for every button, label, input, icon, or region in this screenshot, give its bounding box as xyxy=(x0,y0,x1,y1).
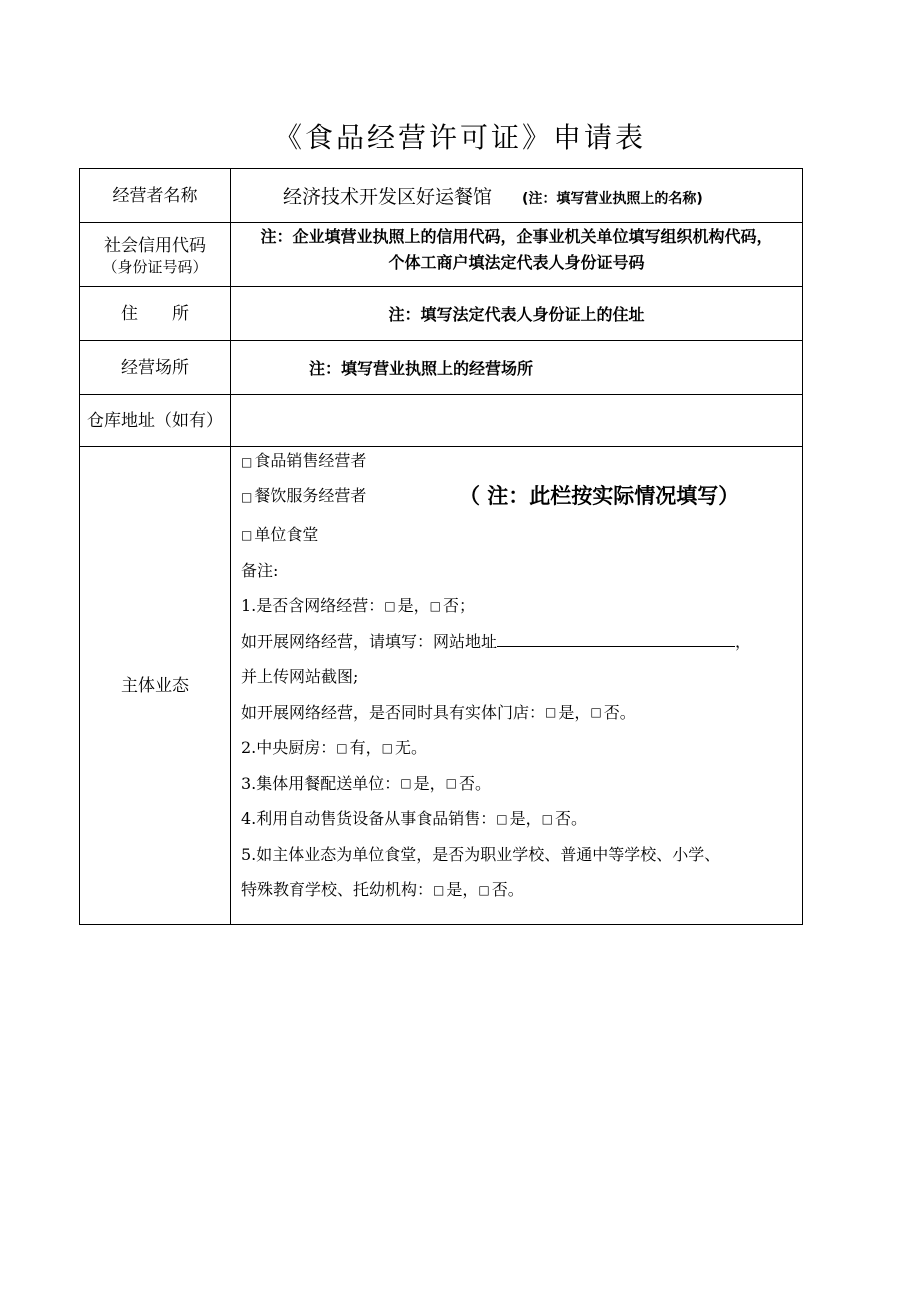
store-yes-label: 是， xyxy=(558,702,591,722)
operator-name-cell[interactable] xyxy=(231,169,803,223)
question-meal-delivery-text: 3.集体用餐配送单位： xyxy=(241,773,401,793)
residence-cell[interactable] xyxy=(231,287,803,341)
checkbox-delivery-no[interactable]: □ xyxy=(445,776,457,791)
row-business-type xyxy=(80,447,803,925)
operator-name-value: 经济技术开发区好运餐馆 xyxy=(283,186,493,208)
question-physical-store xyxy=(241,695,802,731)
question-school-canteen-text: 特殊教育学校、托幼机构： xyxy=(241,880,434,899)
row-business-site xyxy=(80,341,803,395)
option-canteen xyxy=(241,517,802,553)
business-type-label: 主体业态 xyxy=(80,447,231,925)
delivery-yes-label: 是， xyxy=(413,773,446,793)
question-vending xyxy=(241,801,802,837)
row-credit-code xyxy=(80,223,803,287)
question-online xyxy=(241,588,802,624)
question-website-text: 如开展网络经营，请填写：网站地址 xyxy=(241,631,498,651)
question-online-text: 1.是否含网络经营： xyxy=(241,596,385,615)
checkbox-store-no[interactable]: □ xyxy=(590,705,602,720)
warehouse-label: 仓库地址（如有） xyxy=(80,395,231,447)
operator-name-label: 经营者名称 xyxy=(80,169,231,223)
question-website xyxy=(241,624,802,660)
residence-note: 注：填写法定代表人身份证上的住址 xyxy=(388,305,645,324)
checkbox-delivery-yes[interactable]: □ xyxy=(400,776,412,791)
business-type-cell xyxy=(231,447,803,925)
business-type-note: （ 注：此栏按实际情况填写） xyxy=(459,484,740,508)
checkbox-online-yes[interactable]: □ xyxy=(384,598,396,613)
online-no-label: 否； xyxy=(442,596,475,615)
checkbox-vending-yes[interactable]: □ xyxy=(496,811,508,826)
option-canteen-label: 单位食堂 xyxy=(254,525,319,544)
question-meal-delivery xyxy=(241,766,802,802)
option-catering-label: 餐饮服务经营者 xyxy=(254,486,367,505)
row-residence xyxy=(80,287,803,341)
credit-code-cell[interactable] xyxy=(231,223,803,287)
row-operator-name xyxy=(80,169,803,223)
delivery-no-label: 否。 xyxy=(458,773,491,793)
website-address-field[interactable] xyxy=(497,630,735,647)
operator-name-note: (注：填写营业执照上的名称) xyxy=(522,191,703,207)
credit-code-note-line1: 注：企业填营业执照上的信用代码，企事业机关单位填写组织机构代码， xyxy=(260,227,773,246)
checkbox-kitchen-have[interactable]: □ xyxy=(336,740,348,755)
vending-yes-label: 是， xyxy=(509,809,542,828)
question-school-canteen-line2 xyxy=(241,872,802,908)
business-site-cell[interactable] xyxy=(231,341,803,395)
credit-code-label: 社会信用代码 xyxy=(104,235,206,256)
question-central-kitchen-text: 2.中央厨房： xyxy=(241,738,337,757)
option-food-sales xyxy=(241,447,802,475)
application-form-table xyxy=(79,168,803,925)
checkbox-catering[interactable]: □ xyxy=(241,489,253,504)
warehouse-cell[interactable] xyxy=(231,395,803,447)
option-catering xyxy=(241,475,802,517)
checkbox-food-sales[interactable]: □ xyxy=(241,454,253,469)
checkbox-store-yes[interactable]: □ xyxy=(545,705,557,720)
credit-code-label-cell xyxy=(80,223,231,287)
kitchen-none-label: 无。 xyxy=(394,738,427,757)
online-yes-label: 是， xyxy=(397,596,430,615)
vending-no-label: 否。 xyxy=(554,809,587,828)
form-title: 《食品经营许可证》申请表 xyxy=(273,121,646,154)
question-physical-store-text: 如开展网络经营，是否同时具有实体门店： xyxy=(241,702,546,722)
option-food-sales-label: 食品销售经营者 xyxy=(254,451,367,470)
business-site-note: 注：填写营业执照上的经营场所 xyxy=(309,359,534,378)
school-no-label: 否。 xyxy=(491,880,524,899)
question-school-canteen-line1: 5.如主体业态为单位食堂，是否为职业学校、普通中等学校、小学、 xyxy=(241,844,721,864)
row-warehouse xyxy=(80,395,803,447)
question-central-kitchen xyxy=(241,730,802,766)
credit-code-note-line2: 个体工商户填法定代表人身份证号码 xyxy=(388,253,645,272)
school-yes-label: 是， xyxy=(446,880,479,899)
checkbox-school-yes[interactable]: □ xyxy=(433,882,445,897)
checkbox-canteen[interactable]: □ xyxy=(241,527,253,542)
website-comma: ， xyxy=(735,631,752,651)
kitchen-have-label: 有， xyxy=(349,738,382,757)
checkbox-online-no[interactable]: □ xyxy=(429,598,441,613)
checkbox-kitchen-none[interactable]: □ xyxy=(381,740,393,755)
credit-code-sublabel: （身份证号码） xyxy=(102,257,208,276)
store-no-label: 否。 xyxy=(603,702,636,722)
residence-label: 住 所 xyxy=(80,287,231,341)
remarks-label: 备注: xyxy=(241,560,279,580)
website-screenshot-text: 并上传网站截图; xyxy=(241,667,359,686)
checkbox-vending-no[interactable]: □ xyxy=(541,811,553,826)
checkbox-school-no[interactable]: □ xyxy=(478,882,490,897)
question-vending-text: 4.利用自动售货设备从事食品销售： xyxy=(241,809,497,828)
business-site-label: 经营场所 xyxy=(80,341,231,395)
